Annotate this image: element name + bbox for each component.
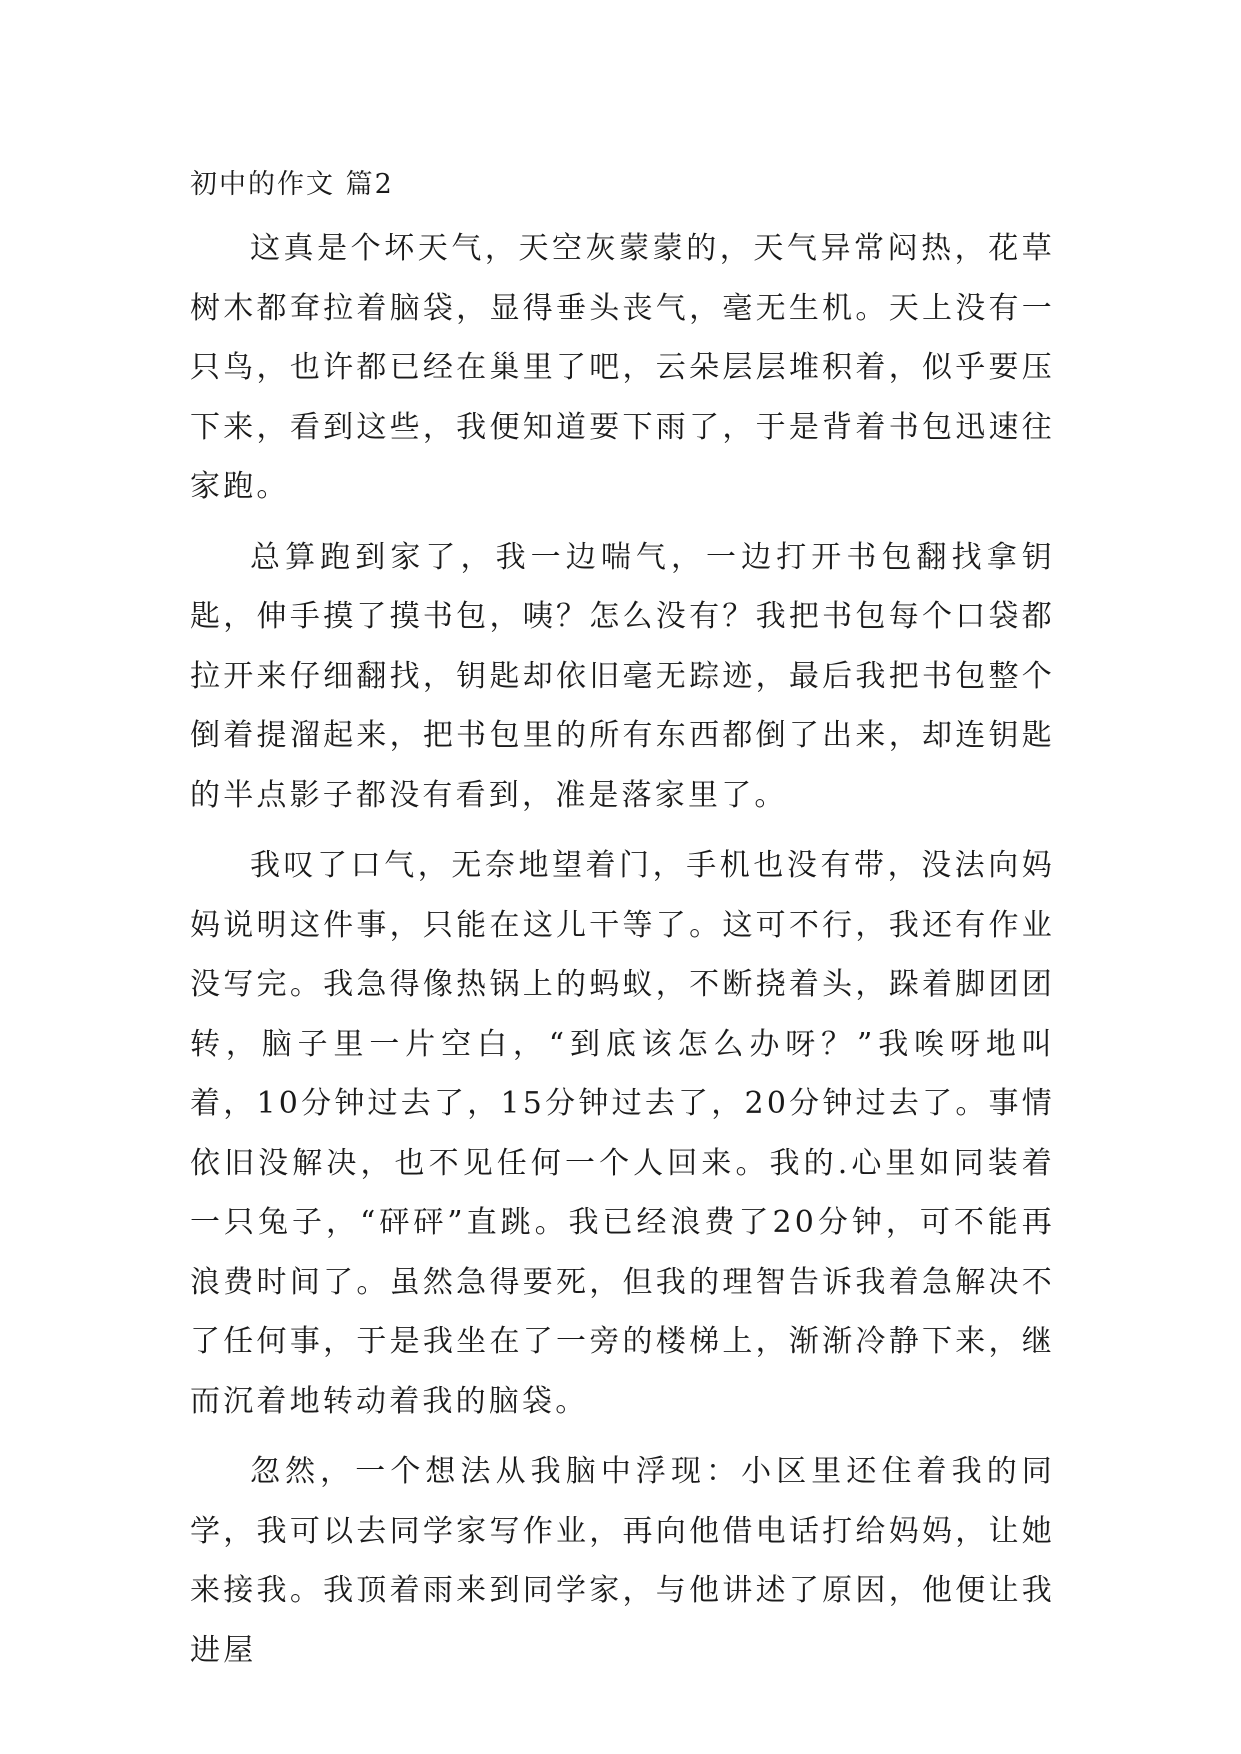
essay-paragraph-3: 我叹了口气，无奈地望着门，手机也没有带，没法向妈妈说明这件事，只能在这儿干等了。这可不行，我还有作业没写完。我急得像热锅上的蚂蚁，不断挠着头，跺着脚团团转，脑子里一片空白，“到底该怎么办呀？”我唉呀地叫着，10分钟过去了，15分钟过去了，20分钟过去了。事情依旧没解决，也不见任何一个人回来。我的.心里如同装着一只兔子，“砰砰”直跳。我已经浪费了20分钟，可不能再浪费时间了。虽然急得要死，但我的理智告诉我着急解决不了任何事，于是我坐在了一旁的楼梯上，渐渐冷静下来，继而沉着地转动着我的脑袋。 <box>190 848 1055 1419</box>
essay-paragraph-1: 这真是个坏天气，天空灰蒙蒙的，天气异常闷热，花草树木都耷拉着脑袋，显得垂头丧气，毫无生机。天上没有一只鸟，也许都已经在巢里了吧，云朵层层堆积着，似乎要压下来，看到这些，我便知道要下雨了，于是背着书包迅速往家跑。 <box>190 231 1055 504</box>
essay-title: 初中的作文 篇2 <box>190 169 394 200</box>
essay-body <box>190 165 1055 1691</box>
essay-paragraph-2: 总算跑到家了，我一边喘气，一边打开书包翻找拿钥匙，伸手摸了摸书包，咦？怎么没有？我把书包每个口袋都拉开来仔细翻找，钥匙却依旧毫无踪迹，最后我把书包整个倒着提溜起来，把书包里的所有东西都倒了出来，却连钥匙的半点影子都没有看到，准是落家里了。 <box>190 539 1055 813</box>
essay-paragraph-4: 忽然，一个想法从我脑中浮现：小区里还住着我的同学，我可以去同学家写作业，再向他借电话打给妈妈，让她来接我。我顶着雨来到同学家，与他讲述了原因，他便让我进屋 <box>190 1454 1055 1668</box>
